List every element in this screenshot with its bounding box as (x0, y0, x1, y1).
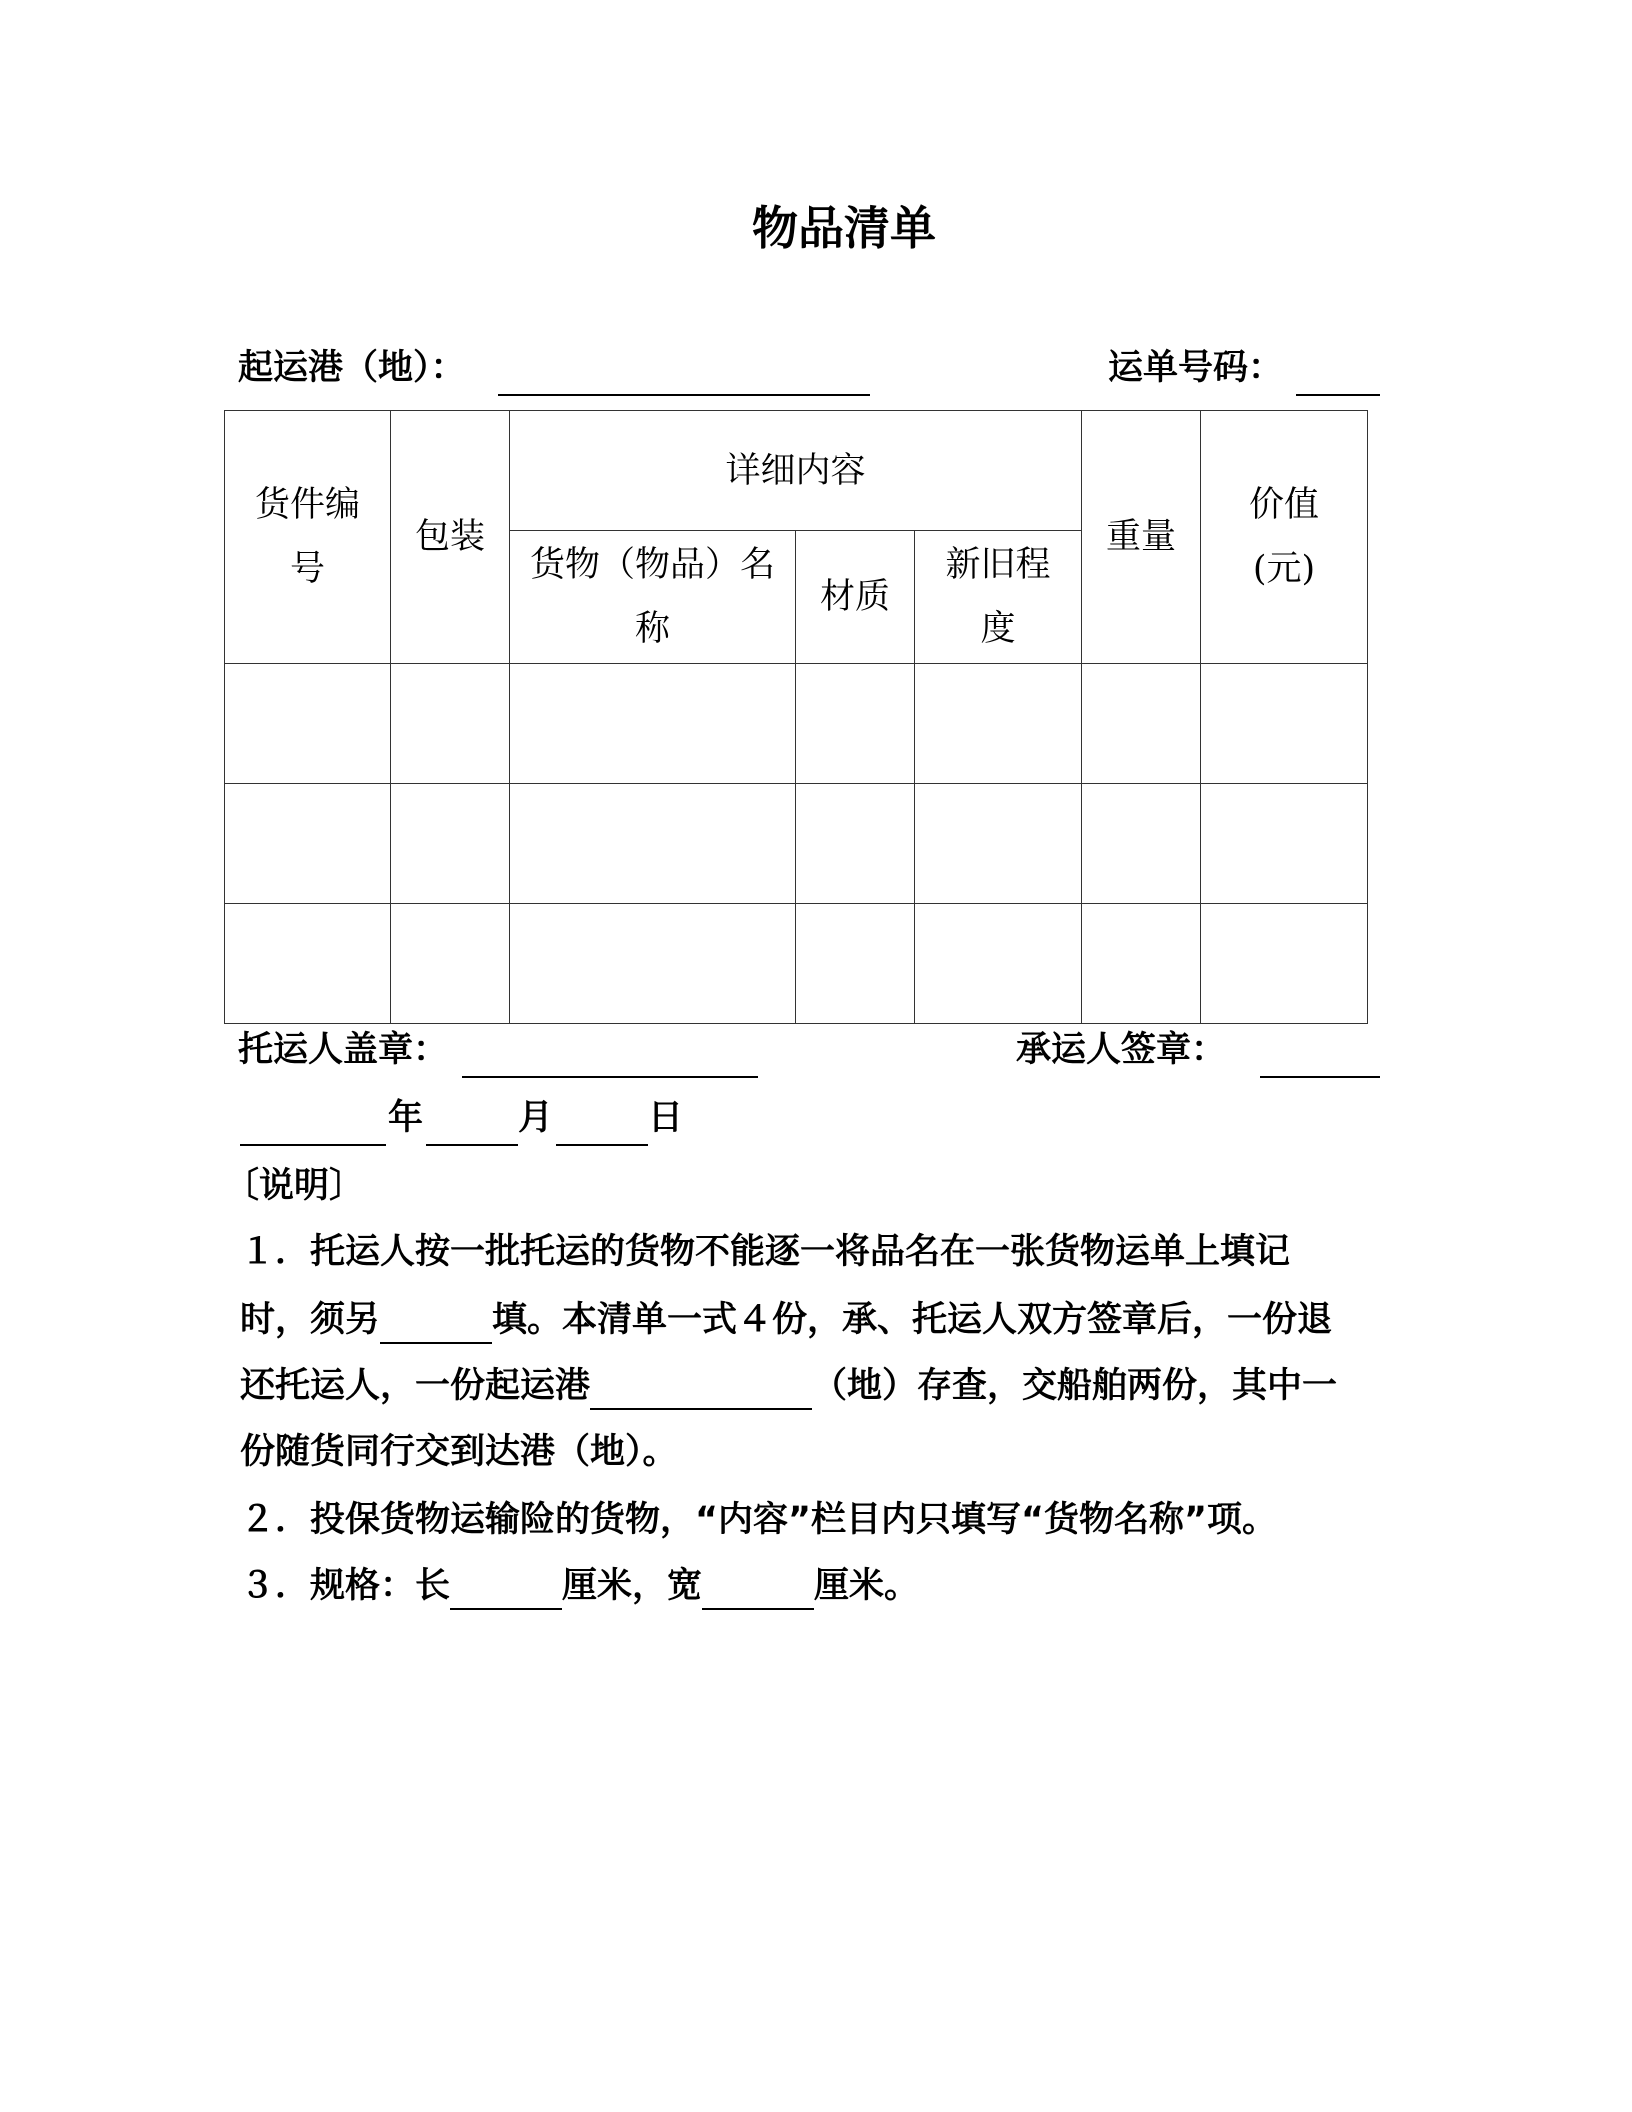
day-label: 日 (648, 1098, 684, 1138)
table-cell[interactable] (391, 904, 510, 1024)
table-cell[interactable] (510, 904, 796, 1024)
carrier-sign-field[interactable] (1260, 1076, 1380, 1078)
waybill-number-label: 运单号码： (1108, 348, 1284, 388)
separate-sheet-blank[interactable] (380, 1302, 492, 1344)
table-cell[interactable] (391, 784, 510, 904)
header-package: 包装 (391, 411, 510, 664)
table-cell[interactable] (796, 784, 915, 904)
table-cell[interactable] (225, 904, 391, 1024)
table-row (225, 664, 1368, 784)
note-3: ３．规格：长 厘米，宽 厘米。 (240, 1562, 919, 1610)
note-1-line-1: １．托运人按一批托运的货物不能逐一将品名在一张货物运单上填记 (240, 1232, 1291, 1272)
table-cell[interactable] (915, 904, 1082, 1024)
table-cell[interactable] (796, 664, 915, 784)
header-material: 材质 (796, 531, 915, 664)
note-1-line-3: 还托运人，一份起运港 （地）存查，交船舶两份，其中一 (240, 1362, 1337, 1410)
header-goods-name: 货物（物品）名称 (510, 531, 796, 664)
note-2: ２．投保货物运输险的货物，“内容”栏目内只填写“货物名称”项。 (240, 1500, 1278, 1540)
width-blank[interactable] (702, 1568, 814, 1610)
header-condition: 新旧程度 (915, 531, 1082, 664)
table-cell[interactable] (1082, 784, 1201, 904)
goods-list-table (224, 410, 1368, 1024)
waybill-number-field[interactable] (1296, 394, 1380, 396)
year-field[interactable] (240, 1144, 386, 1146)
table-cell[interactable] (1201, 664, 1368, 784)
header-details: 详细内容 (510, 411, 1082, 531)
carrier-sign-label: 承运人签章： (1016, 1030, 1227, 1070)
table-cell[interactable] (1201, 904, 1368, 1024)
origin-port-blank[interactable] (590, 1368, 812, 1410)
note-1-line-4: 份随货同行交到达港（地）。 (240, 1432, 678, 1472)
table-cell[interactable] (1082, 664, 1201, 784)
table-cell[interactable] (796, 904, 915, 1024)
table-cell[interactable] (1201, 784, 1368, 904)
header-value: 价值(元) (1201, 411, 1368, 664)
shipper-seal-field[interactable] (462, 1076, 758, 1078)
table-cell[interactable] (510, 664, 796, 784)
origin-port-field[interactable] (498, 394, 870, 396)
table-cell[interactable] (1082, 904, 1201, 1024)
table-cell[interactable] (915, 664, 1082, 784)
length-blank[interactable] (450, 1568, 562, 1610)
header-weight: 重量 (1082, 411, 1201, 664)
table-cell[interactable] (391, 664, 510, 784)
table-cell[interactable] (225, 784, 391, 904)
month-field[interactable] (426, 1144, 518, 1146)
table-row (225, 904, 1368, 1024)
table-row (225, 784, 1368, 904)
origin-port-label: 起运港（地）： (238, 348, 466, 388)
day-field[interactable] (556, 1144, 648, 1146)
page-title: 物品清单 (752, 201, 936, 255)
notes-heading: 〔说明〕 (224, 1166, 365, 1206)
month-label: 月 (518, 1098, 554, 1138)
header-item-number: 货件编号 (225, 411, 391, 664)
year-label: 年 (388, 1098, 424, 1138)
table-cell[interactable] (225, 664, 391, 784)
table-cell[interactable] (915, 784, 1082, 904)
note-1-line-2: 时，须另 填。本清单一式４份，承、托运人双方签章后，一份退 (240, 1296, 1332, 1344)
table-cell[interactable] (510, 784, 796, 904)
shipper-seal-label: 托运人盖章： (238, 1030, 449, 1070)
